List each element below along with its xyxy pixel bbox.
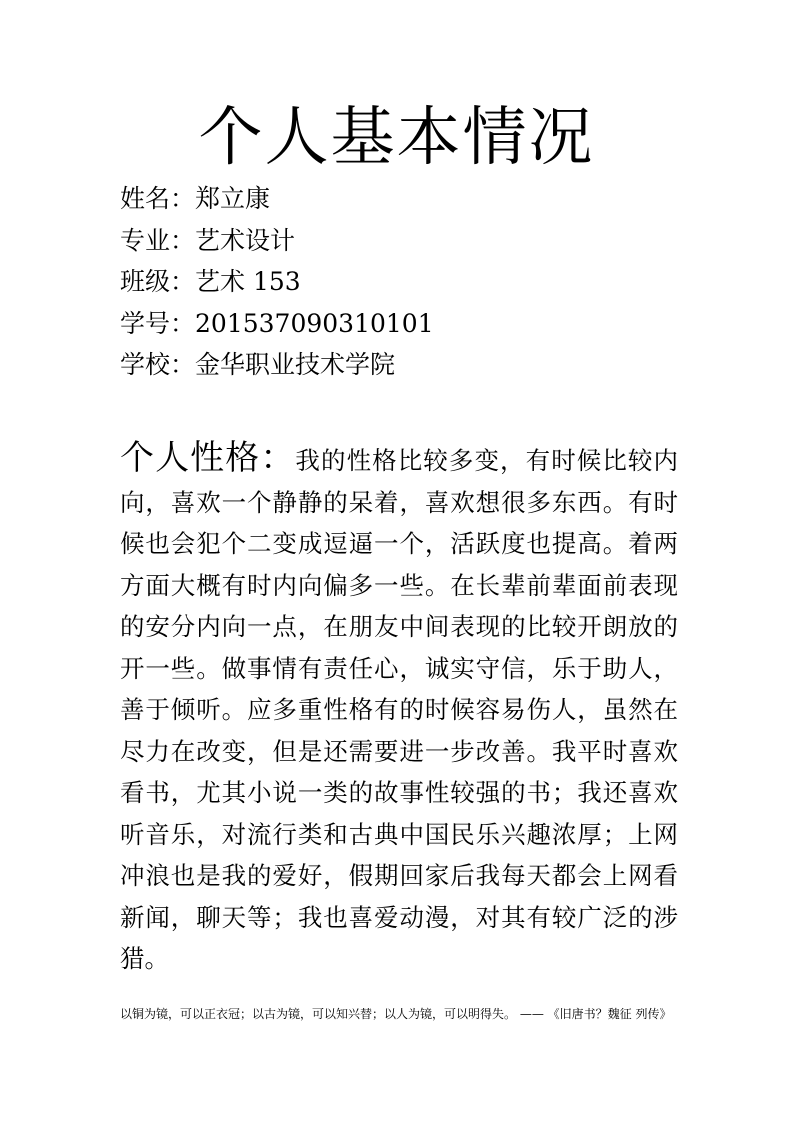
info-value: 金华职业技术学院 [195,350,396,379]
info-label: 姓名： [120,184,196,213]
page-title: 个人基本情况 [198,101,595,175]
info-row-class [120,261,680,303]
info-value: 201537090310101 [195,308,434,338]
info-row-major [120,220,680,262]
info-label: 班级： [120,267,196,296]
info-row-student-id [120,303,680,345]
personality-paragraph [120,438,678,980]
info-label: 专业： [120,225,196,255]
info-value: 郑立康 [195,184,271,213]
info-value: 艺术 153 [195,267,301,296]
personal-info-list [120,178,680,386]
footer-quote: 以铜为镜，可以正衣冠；以古为镜，可以知兴替；以人为镜，可以明得失。 —— 《旧唐书？魏征 列传》 [120,1007,672,1021]
info-value: 艺术设计 [195,225,296,255]
info-label: 学号： [120,308,196,338]
personality-heading: 个人性格： [120,438,296,478]
info-row-name [120,178,680,220]
info-row-school [120,344,680,386]
info-label: 学校： [120,350,196,379]
personality-text: 我的性格比较多变，有时候比较内向，喜欢一个静静的呆着，喜欢想很多东西。有时候也会犯个二变成逗逼一个，活跃度也提高。着两方面大概有时内向偏多一些。在长辈前辈面前表现的安分内向一点，在朋友中间表现的比较开朗放的开一些。做事情有责任心，诚实守信，乐于助人，善于倾听。应多重性格有的时候容易伤人，虽然在尽力在改变，但是还需要进一步改善。我平时喜欢看书，尤其小说一类的故事性较强的书；我还喜欢听音乐，对流行类和古典中国民乐兴趣浓厚；上网冲浪也是我的爱好，假期回家后我每天都会上网看新闻，聊天等；我也喜爱动漫，对其有较广泛的涉猎。 [120,446,679,973]
